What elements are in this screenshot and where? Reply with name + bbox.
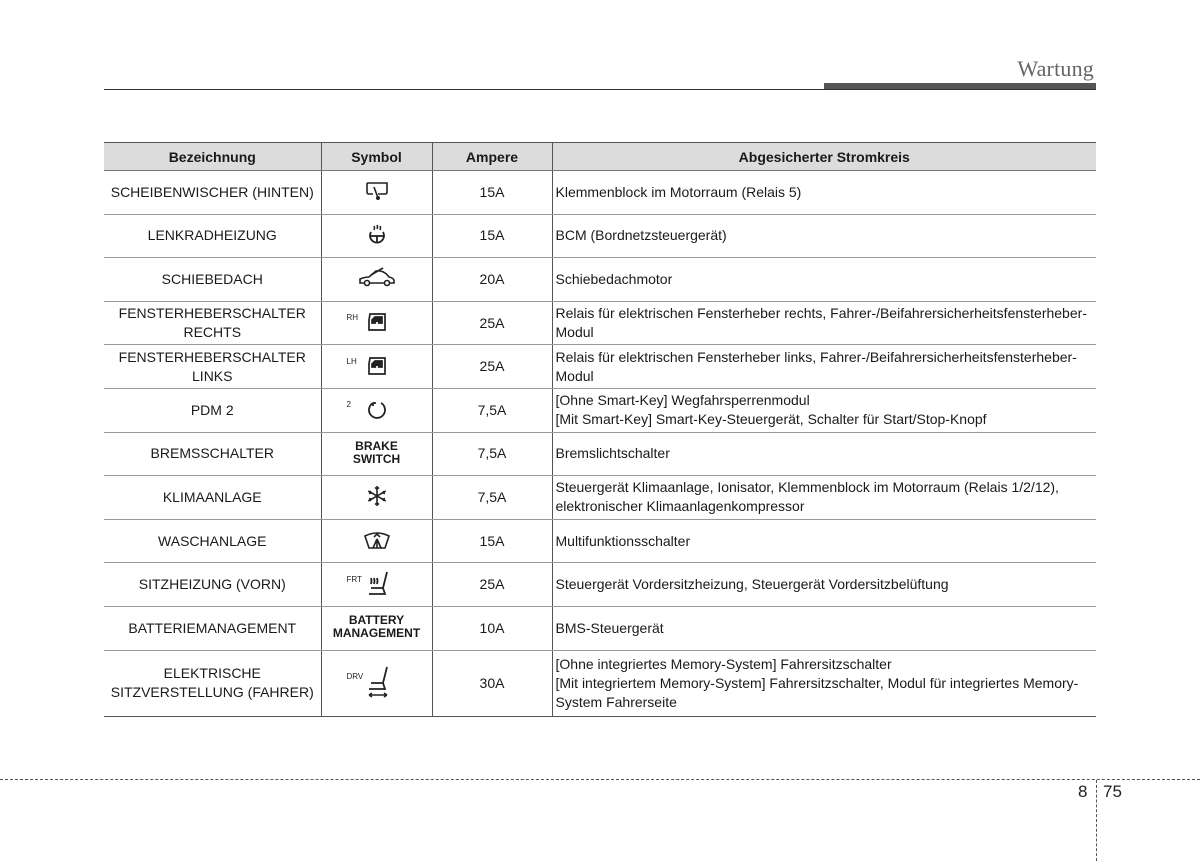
fuse-ampere: 20A — [432, 258, 552, 302]
fuse-ampere: 10A — [432, 606, 552, 650]
table-row — [104, 214, 1096, 258]
fuse-name: FENSTERHEBERSCHALTER RECHTS — [104, 301, 321, 345]
fuse-name: SCHEIBENWISCHER (HINTEN) — [104, 171, 321, 215]
fuse-circuit: Steuergerät Klimaanlage, Ionisator, Klemmenblock im Motorraum (Relais 1/2/12), elektronischer Klimaanlagenkompressor — [552, 476, 1096, 520]
air-conditioning-icon — [365, 484, 389, 508]
table-row — [104, 519, 1096, 563]
fuse-name: BATTERIEMANAGEMENT — [104, 606, 321, 650]
fuse-ampere: 7,5A — [432, 432, 552, 476]
symbol-tag: LH — [346, 356, 357, 366]
fuse-name: SCHIEBEDACH — [104, 258, 321, 302]
fuse-ampere: 15A — [432, 171, 552, 215]
fuse-name: SITZHEIZUNG (VORN) — [104, 563, 321, 607]
power-window-icon — [365, 354, 389, 378]
table-row — [104, 563, 1096, 607]
fuse-ampere: 25A — [432, 563, 552, 607]
fuse-circuit: Relais für elektrischen Fensterheber links, Fahrer-/Beifahrersicherheitsfensterheber-Modul — [552, 345, 1096, 389]
fuse-circuit: Schiebedachmotor — [552, 258, 1096, 302]
fuse-circuit: BCM (Bordnetzsteuergerät) — [552, 214, 1096, 258]
power-seat-icon — [365, 665, 395, 701]
symbol-tag: RH — [346, 313, 359, 323]
column-header-ampere: Ampere — [432, 143, 552, 171]
symbol-tag: DRV — [346, 672, 364, 682]
fuse-name: PDM 2 — [104, 388, 321, 432]
footer-divider — [1096, 780, 1097, 861]
fuse-table — [104, 142, 1096, 717]
power-icon — [365, 397, 389, 421]
fuse-circuit: Multifunktionsschalter — [552, 519, 1096, 563]
table-row — [104, 650, 1096, 716]
fuse-circuit: Steuergerät Vordersitzheizung, Steuergerät Vordersitzbelüftung — [552, 563, 1096, 607]
footer-rule — [0, 779, 1200, 780]
fuse-ampere: 7,5A — [432, 388, 552, 432]
table-row — [104, 606, 1096, 650]
power-window-icon — [365, 310, 389, 334]
chapter-number: 8 — [1078, 782, 1088, 801]
table-row — [104, 258, 1096, 302]
fuse-circuit: Klemmenblock im Motorraum (Relais 5) — [552, 171, 1096, 215]
table-row — [104, 171, 1096, 215]
table-row — [104, 388, 1096, 432]
symbol-tag: FRT — [346, 574, 362, 584]
fuse-circuit: Bremslichtschalter — [552, 432, 1096, 476]
fuse-ampere: 15A — [432, 214, 552, 258]
fuse-circuit: BMS-Steuergerät — [552, 606, 1096, 650]
column-header-circuit: Abgesicherter Stromkreis — [552, 143, 1096, 171]
battery-management-label: BATTERY MANAGEMENT — [332, 613, 421, 641]
fuse-name: BREMSSCHALTER — [104, 432, 321, 476]
table-row — [104, 432, 1096, 476]
seat-heater-icon — [363, 570, 393, 600]
fuse-ampere: 7,5A — [432, 476, 552, 520]
table-header-row — [104, 143, 1096, 171]
table-row — [104, 476, 1096, 520]
column-header-symbol: Symbol — [321, 143, 432, 171]
fuse-name: LENKRADHEIZUNG — [104, 214, 321, 258]
fuse-ampere: 25A — [432, 301, 552, 345]
fuse-name: FENSTERHEBERSCHALTER LINKS — [104, 345, 321, 389]
fuse-ampere: 15A — [432, 519, 552, 563]
fuse-circuit: Relais für elektrischen Fensterheber rechts, Fahrer-/Beifahrersicherheitsfensterheber-Modul — [552, 301, 1096, 345]
header-rule — [104, 89, 1096, 90]
fuse-circuit: [Ohne Smart-Key] Wegfahrsperrenmodul [Mit Smart-Key] Smart-Key-Steuergerät, Schalter für Start/Stop-Knopf — [552, 388, 1096, 432]
column-header-name: Bezeichnung — [104, 143, 321, 171]
fuse-circuit: [Ohne integriertes Memory-System] Fahrersitzschalter [Mit integriertem Memory-System] Fahrersitzschalter, Modul für integriertes Memory-System Fahrerseite — [552, 650, 1096, 716]
fuse-name: WASCHANLAGE — [104, 519, 321, 563]
brake-switch-label: BRAKE SWITCH — [352, 438, 401, 466]
rear-wiper-icon — [365, 179, 389, 203]
symbol-tag: 2 — [346, 400, 351, 410]
fuse-name: KLIMAANLAGE — [104, 476, 321, 520]
fuse-ampere: 25A — [432, 345, 552, 389]
page-number: 75 — [1103, 782, 1122, 801]
fuse-name: ELEKTRISCHE SITZVERSTELLUNG (FAHRER) — [104, 650, 321, 716]
table-row — [104, 301, 1096, 345]
washer-icon — [363, 528, 391, 552]
steering-wheel-heater-icon — [365, 223, 389, 247]
table-row — [104, 345, 1096, 389]
sunroof-icon — [357, 266, 397, 290]
page-section-title: Wartung — [1017, 56, 1094, 81]
fuse-ampere: 30A — [432, 650, 552, 716]
